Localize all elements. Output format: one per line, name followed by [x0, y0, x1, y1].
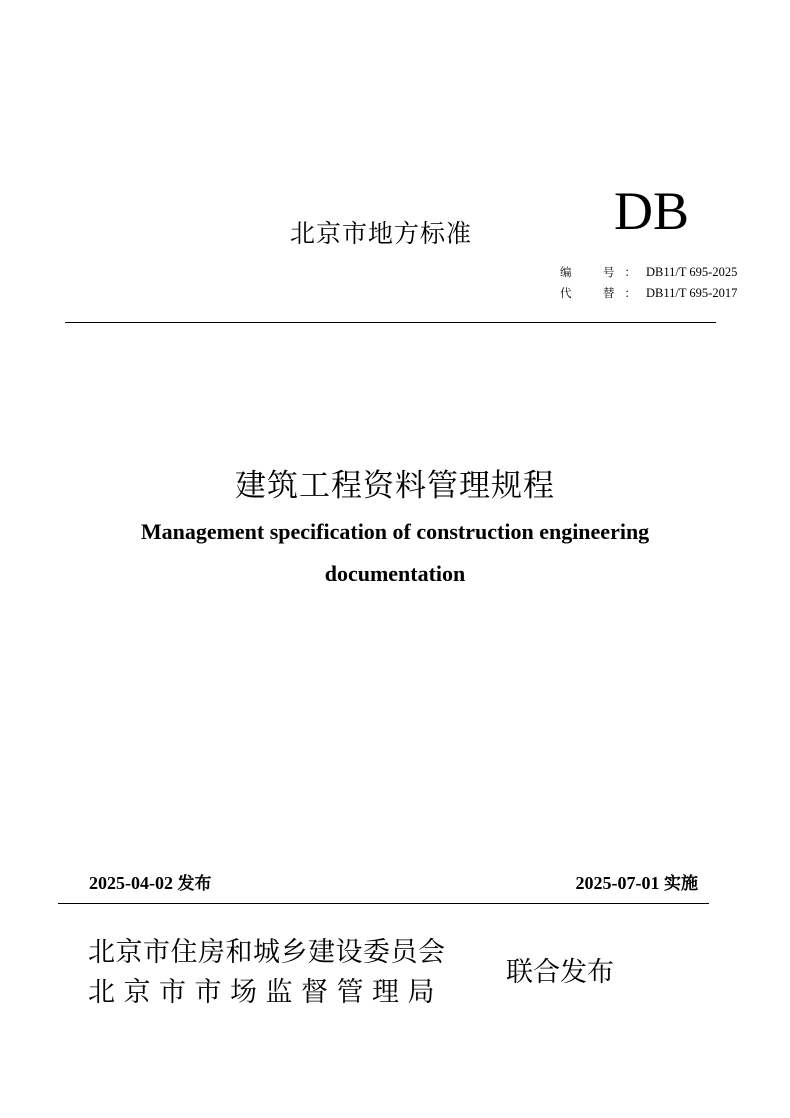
bottom-divider: [58, 903, 709, 904]
standard-number-value: DB11/T 695-2025: [646, 265, 738, 279]
effective-date-label: 实施: [664, 874, 698, 894]
issuer-housing-commission: 北京市住房和城乡建设委员会: [88, 937, 446, 968]
effective-date-value: 2025-07-01: [575, 873, 660, 893]
publish-date: [89, 869, 212, 894]
document-title-english-line2: documentation: [324, 561, 466, 586]
replaces-label: 代 替：: [560, 286, 646, 300]
publish-date-value: 2025-04-02: [89, 873, 173, 893]
effective-date: [576, 869, 699, 894]
replaces-number: [560, 285, 737, 301]
document-title-english-line1: Management specification of construction engineering: [140, 519, 650, 544]
db-mark: DB: [614, 181, 690, 241]
standard-type: 北京市地方标准: [290, 219, 473, 248]
joint-release-label: 联合发布: [506, 957, 614, 988]
issuer-market-regulation: 北京市市场监督管理局: [88, 977, 443, 1008]
top-divider: [65, 322, 716, 323]
replaces-value: DB11/T 695-2017: [646, 286, 738, 300]
standard-number-label: 编 号：: [560, 265, 646, 279]
document-title-chinese: 建筑工程资料管理规程: [235, 468, 555, 504]
standard-number: [560, 264, 737, 280]
publish-date-label: 发布: [177, 874, 212, 894]
